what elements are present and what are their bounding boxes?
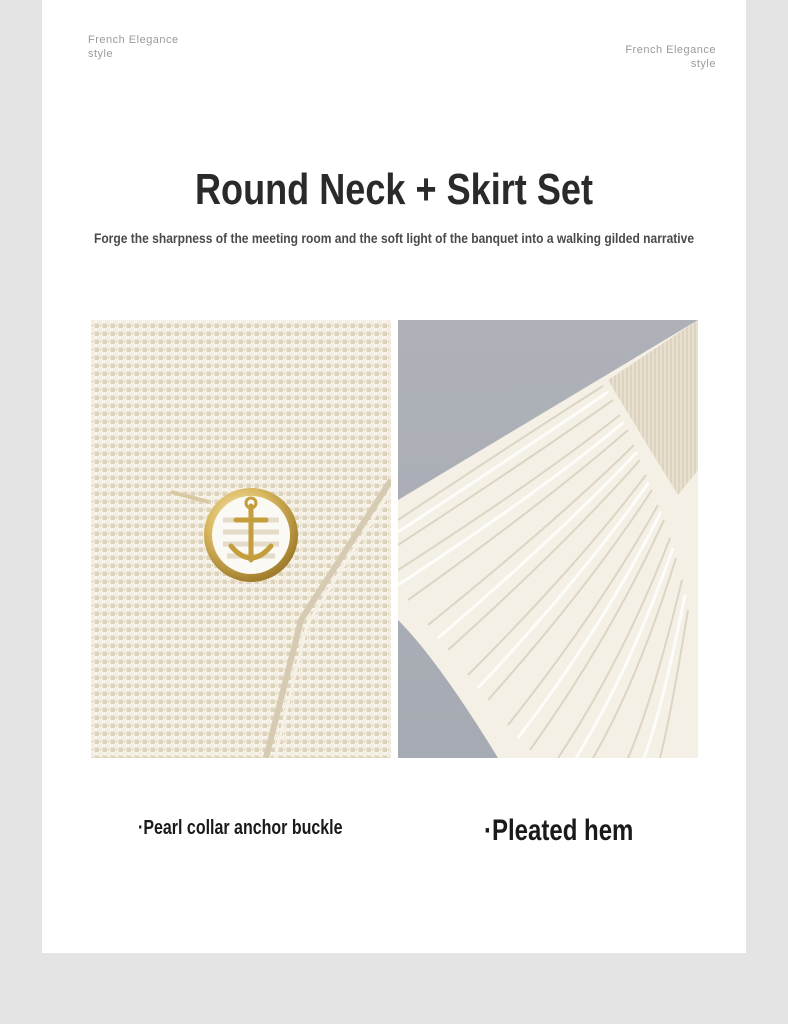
product-detail-panel <box>42 0 746 953</box>
tweed-anchor-button-photo <box>91 320 391 758</box>
page-subtitle: Forge the sharpness of the meeting room and the soft light of the banquet into a walking gilded narrative <box>93 230 695 246</box>
detail-caption-collar: ·Pearl collar anchor buckle <box>138 817 343 839</box>
detail-caption-hem: ·Pleated hem <box>484 814 634 847</box>
brand-tag-left <box>88 33 179 61</box>
anchor-button-icon <box>204 488 298 582</box>
brand-tag-right-line1: French Elegance <box>625 44 716 56</box>
brand-tag-left-line1: French Elegance <box>88 34 179 46</box>
brand-tag-right <box>625 43 716 71</box>
pleated-hem-photo <box>398 320 698 758</box>
brand-tag-right-line2: style <box>690 58 716 70</box>
brand-tag-left-line2: style <box>88 48 114 60</box>
page-title: Round Neck + Skirt Set <box>194 165 593 214</box>
